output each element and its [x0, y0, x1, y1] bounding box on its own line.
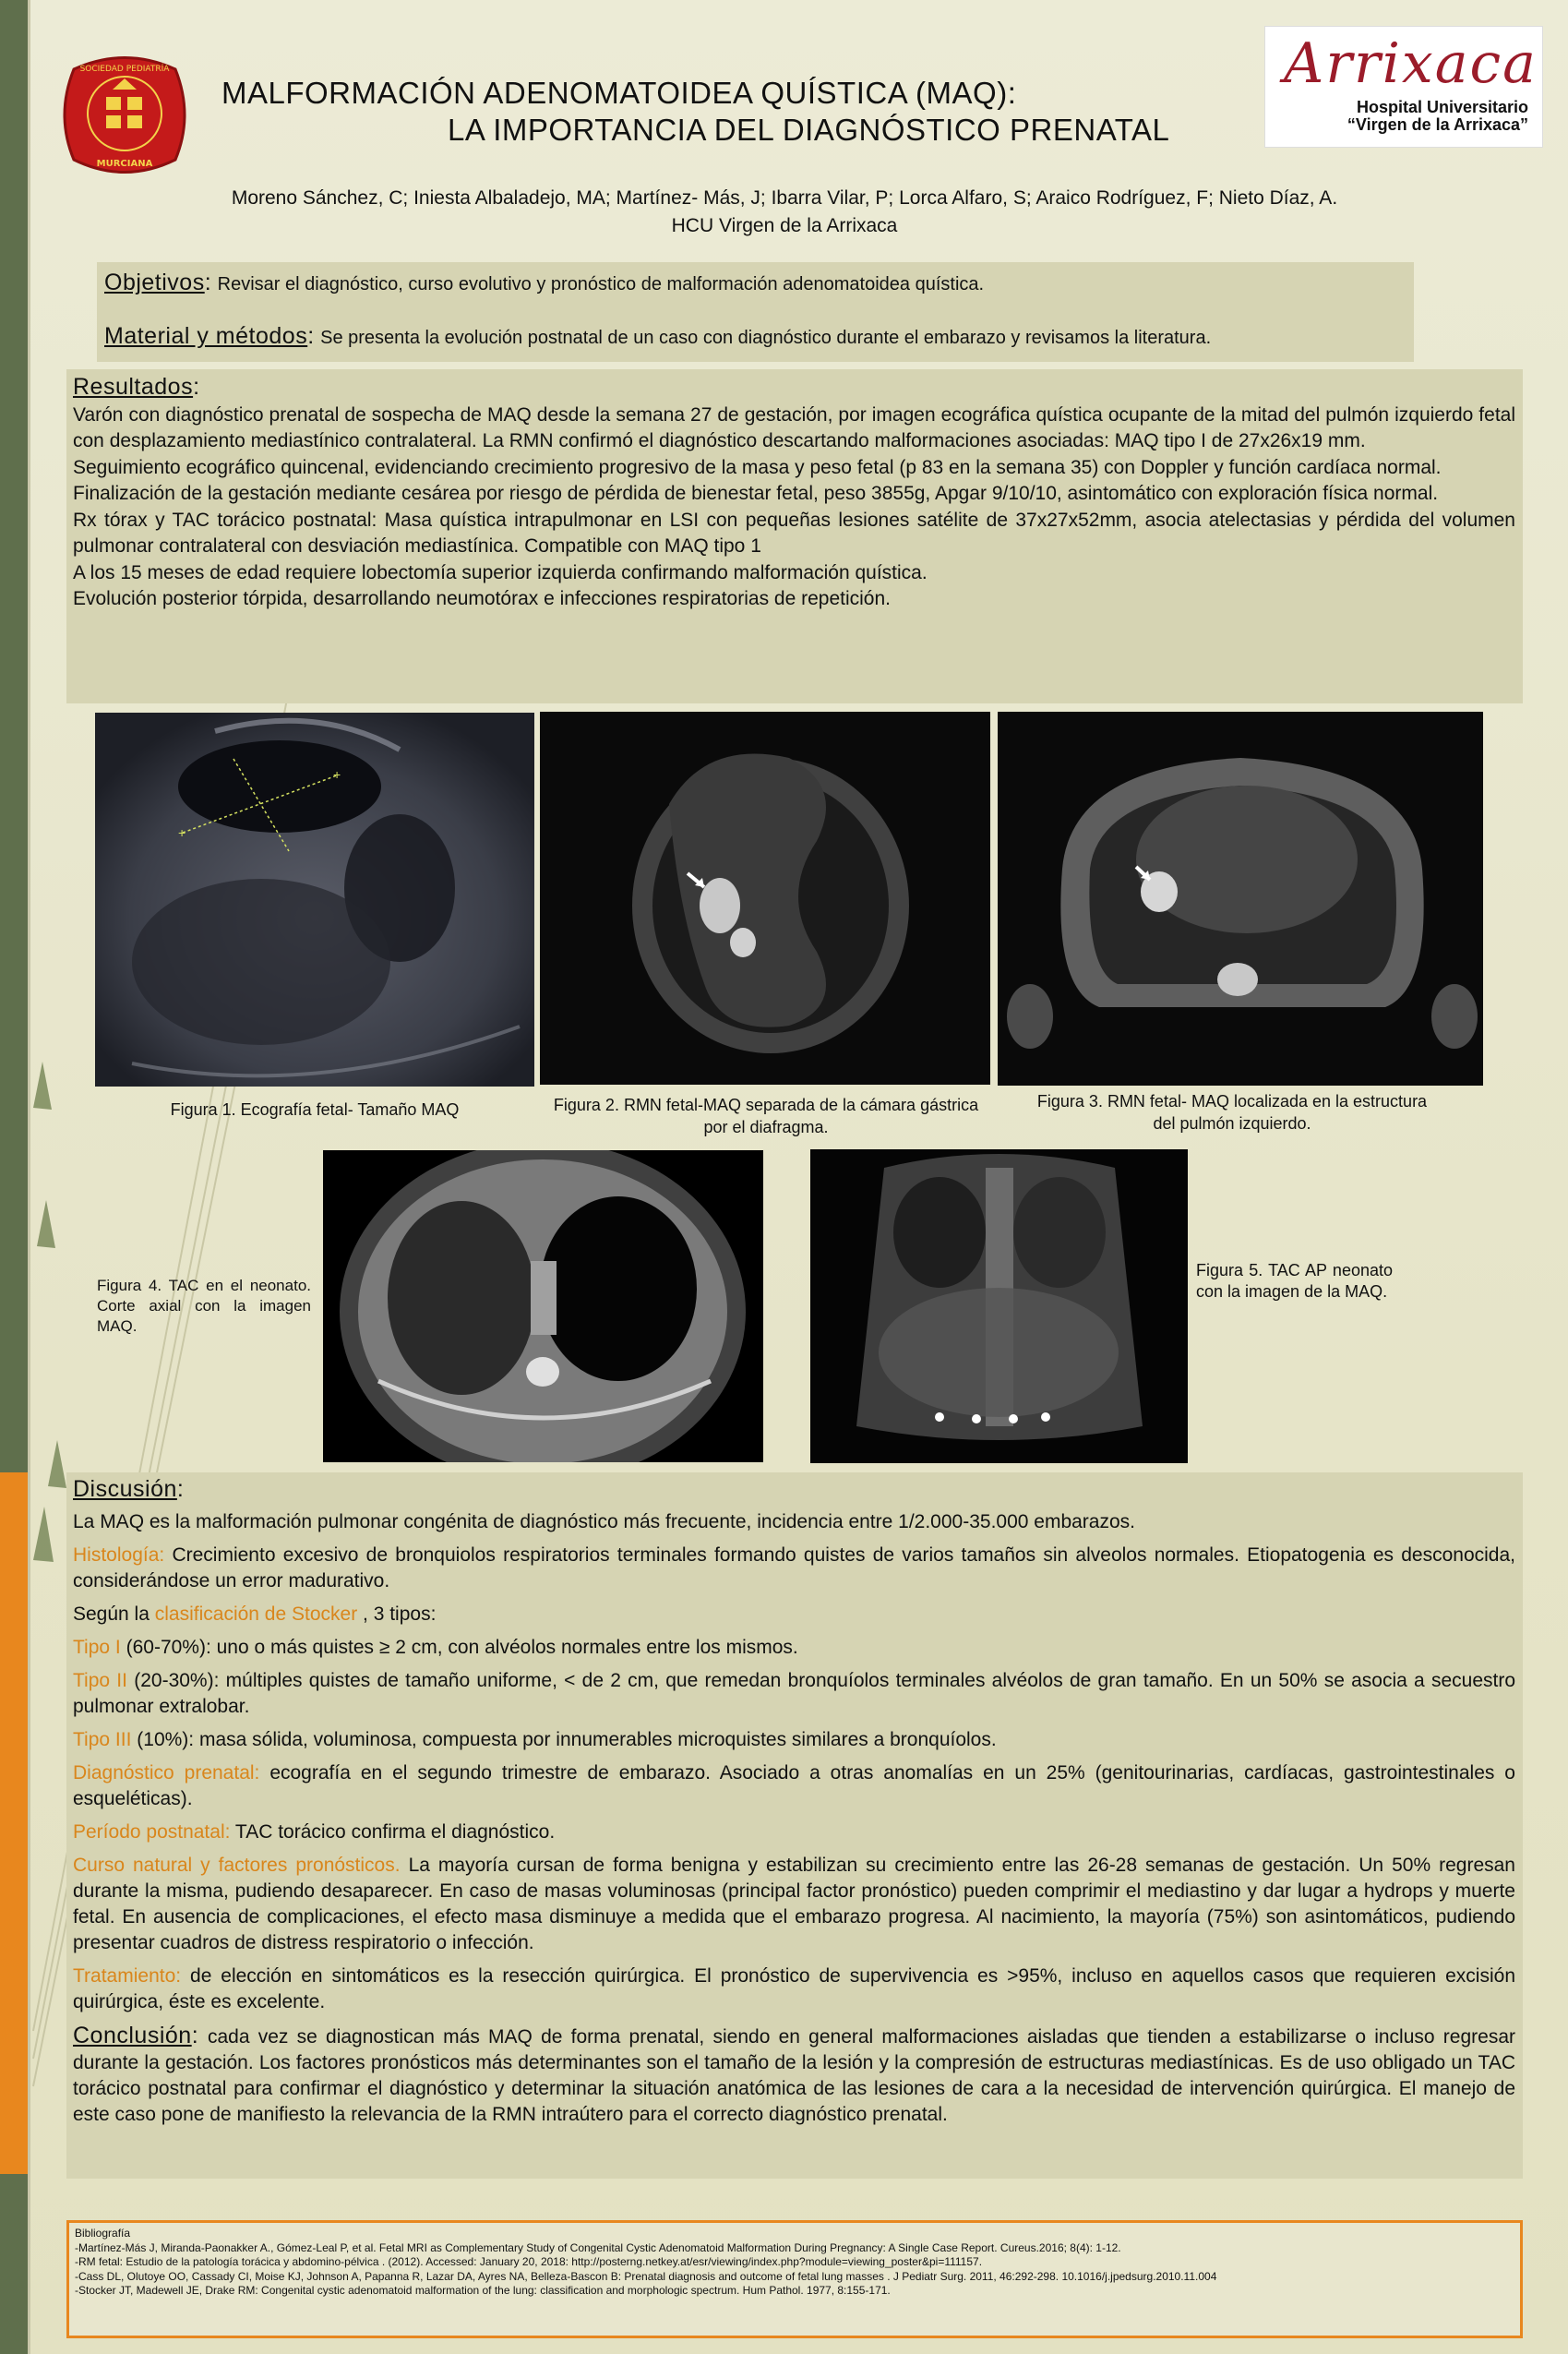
- poster-title: MALFORMACIÓN ADENOMATOIDEA QUÍSTICA (MAQ): LA IMPORTANCIA DEL DIAGNÓSTICO PRENATAL: [221, 76, 1170, 147]
- authors: Moreno Sánchez, C; Iniesta Albaladejo, MA; Martínez- Más, J; Ibarra Vilar, P; Lorca Alfaro, S; Araico Rodríguez, F; Nieto Díaz, A.: [231, 187, 1338, 209]
- diagnostico-label: Diagnóstico prenatal:: [73, 1762, 260, 1784]
- results-paragraph: Finalización de la gestación mediante cesárea por riesgo de pérdida de bienestar fetal, peso 3855g, Apgar 9/10/10, asintomático con exploración física normal.: [73, 483, 1439, 504]
- figure-3-caption: Figura 3. RMN fetal- MAQ localizada en la estructura del pulmón izquierdo.: [1036, 1092, 1428, 1133]
- svg-text:MURCIANA: MURCIANA: [96, 159, 153, 169]
- objetivos-heading: Objetivos: [104, 270, 205, 295]
- results-paragraph: Seguimiento ecográfico quincenal, evidenciando crecimiento progresivo de la masa y peso fetal (p 83 en la semana 35) con Doppler y función cardíaca normal.: [73, 456, 1442, 478]
- objetivos-text: Revisar el diagnóstico, curso evolutivo y pronóstico de malformación adenomatoidea quística.: [217, 274, 985, 294]
- conclusion-text: cada vez se diagnostican más MAQ de forma prenatal, siendo en general malformaciones aisladas que tienden a estabilizarse o incluso regresar durante la gestación. Los factores pronósticos más determinantes son el tamaño de la lesión y la compresión de estructuras mediastínicas. Es de uso obligado un TAC torácico postnatal para confirmar el diagnóstico y determinar la situación anatómica de las lesiones de cara a la necesidad de intervención quirúrgica. El manejo de este caso pone de manifiesto la relevancia de la RMN intraútero para el correcto diagnóstico prenatal.: [73, 2026, 1515, 2125]
- tipo1-label: Tipo I: [73, 1637, 121, 1658]
- discussion-intro: La MAQ es la malformación pulmonar congénita de diagnóstico más frecuente, incidencia entre 1/2.000-35.000 embarazos.: [73, 1511, 1135, 1532]
- figure-2-fetal-mri: [540, 712, 990, 1085]
- material-heading: Material y métodos: [104, 323, 308, 349]
- figure-5-caption: Figura 5. TAC AP neonato con la imagen de la MAQ.: [1196, 1261, 1393, 1301]
- figure-3-fetal-mri: [998, 712, 1483, 1086]
- stocker-label: clasificación de Stocker: [154, 1603, 358, 1625]
- curso-label: Curso natural y factores pronósticos.: [73, 1855, 401, 1876]
- figure-1-ultrasound: [95, 713, 534, 1087]
- results-paragraph: Rx tórax y TAC torácico postnatal: Masa quística intrapulmonar en LSI con pequeñas lesiones satélite de 37x27x52mm, asocia atelectasias y pérdida del volumen pulmonar contralateral con desviación mediastínica. Compatible con MAQ tipo 1: [73, 509, 1515, 557]
- reference-item: -Martínez-Más J, Miranda-Paonakker A., Gómez-Leal P, et al. Fetal MRI as Complementary Study of Congenital Cystic Adenomatoid Malformation During Pregnancy: A Single Case Report. Cureus.2016; 8(4): 1-12.: [75, 2240, 1121, 2254]
- figure-4-ct-axial: [323, 1150, 763, 1462]
- results-box: Resultados: Varón con diagnóstico prenatal de sospecha de MAQ desde la semana 27 de gestación, por imagen ecográfica quística ocupante de la mitad del pulmón izquierdo fetal con desplazamiento mediastínico contralateral. La RMN confirmó el diagnóstico descartando malformaciones asociadas: MAQ tipo I de 27x26x19 mm. Seguimiento ecográfico quincenal, evidenciando crecimiento progresivo de la masa y peso fetal (p 83 en la semana 35) con Doppler y función cardíaca normal. Finalización de la gestación mediante cesárea por riesgo de pérdida de bienestar fetal, peso 3855g, Apgar 9/10/10, asintomático con exploración física normal. Rx tórax y TAC torácico postnatal: Masa quística intrapulmonar en LSI con pequeñas lesiones satélite de 37x27x52mm, asocia atelectasias y pérdida del volumen pulmonar contralateral con desviación mediastínica. Compatible con MAQ tipo 1 A los 15 meses de edad requiere lobectomía superior izquierda confirmando malformación quística. Evolución posterior tórpida, desarrollando neumotórax e infecciones respiratorias de repetición.: [66, 369, 1523, 703]
- results-paragraph: Varón con diagnóstico prenatal de sospecha de MAQ desde la semana 27 de gestación, por imagen ecográfica quística ocupante de la mitad del pulmón izquierdo fetal con desplazamiento mediastínico contralateral. La RMN confirmó el diagnóstico descartando malformaciones asociadas: MAQ tipo I de 27x26x19 mm.: [73, 403, 1515, 451]
- figure-4-caption: Figura 4. TAC en el neonato. Corte axial con la imagen MAQ.: [97, 1277, 311, 1335]
- tratamiento-label: Tratamiento:: [73, 1965, 182, 1987]
- histologia-text: Crecimiento excesivo de bronquiolos respiratorios terminales formando quistes de varios tamaños sin alveolos normales. Etiopatogenia es desconocida, considerándose un error madurativo.: [73, 1544, 1515, 1591]
- discussion-box: Discusión: La MAQ es la malformación pulmonar congénita de diagnóstico más frecuente, incidencia entre 1/2.000-35.000 embarazos. Histología: Crecimiento excesivo de bronquiolos respiratorios terminales formando quistes de varios tamaños sin alveolos normales. Etiopatogenia es desconocida, considerándose un error madurativo. Según la clasificación de Stocker , 3 tipos: Tipo I (60-70%): uno o más quistes ≥ 2 cm, con alvéolos normales entre los mismos. Tipo II (20-30%): múltiples quistes de tamaño uniforme, < de 2 cm, que remedan bronquíolos terminales alvéolos de gran tamaño. En un 50% se asocia a secuestro pulmonar extralobar. Tipo III (10%): masa sólida, voluminosa, compuesta por innumerables microquistes similares a bronquíolos. Diagnóstico prenatal: ecografía en el segundo trimestre de embarazo. Asociado a otras anomalías en un 25% (genitourinarias, cardíacas, gastrointestinales o esqueléticas). Período postnatal: TAC torácico confirma el diagnóstico. Curso natural y factores pronósticos. La mayoría cursan de forma benigna y estabilizan su crecimiento entre las 26-28 semanas de gestación. Un 50% regresan durante la misma, pudiendo desaparecer. En caso de masas voluminosas (principal factor pronóstico) pueden comprimir el mediastino y dar lugar a hydrops y muerte fetal. En ausencia de complicaciones, el efecto masa disminuye a medida que el embarazo progresa. Al nacimiento, la mayoría (75%) son asintomáticos, pudiendo presentar cuadros de distress respiratorio o infección. Tratamiento: de elección en sintomáticos es la resección quirúrgica. El pronóstico de supervivencia es >95%, incluso en aquellos casos que requieren excisión quirúrgica, éste es excelente. Conclusión: cada vez se diagnostican más MAQ de forma prenatal, siendo en general malformaciones aisladas que tienden a estabilizarse o incluso regresar durante la gestación. Los factores pronósticos más determinantes son el tamaño de la lesión y la compresión de estructuras mediastínicas. Es de uso obligado un TAC torácico postnatal para confirmar el diagnóstico y determinar la situación anatómica de las lesiones de cara a la necesidad de intervención quirúrgica. El manejo de este caso pone de manifiesto la relevancia de la RMN intraútero para el correcto diagnóstico prenatal.: [66, 1472, 1523, 2179]
- tipo2-label: Tipo II: [73, 1670, 127, 1691]
- conclusion-heading: Conclusión: [73, 2023, 192, 2048]
- reference-item: -Cass DL, Olutoye OO, Cassady CI, Moise KJ, Johnson A, Papanna R, Lazar DA, Ayres NA, Belleza-Bascon B: Prenatal diagnosis and outcome of fetal lung masses . J Pediatr Surg. 2011, 46:292-298. 10.1016/j.jpedsurg.2010.11.004: [75, 2269, 1217, 2283]
- objectives-box: Objetivos: Revisar el diagnóstico, curso evolutivo y pronóstico de malformación adenomatoidea quística. Material y métodos: Se presenta la evolución postnatal de un caso con diagnóstico durante el embarazo y revisamos la literatura.: [97, 262, 1414, 362]
- tipo3-label: Tipo III: [73, 1729, 132, 1750]
- authors-block: [92, 185, 1477, 240]
- histologia-label: Histología:: [73, 1544, 165, 1566]
- reference-item: -RM fetal: Estudio de la patología torácica y abdomino-pélvica . (2012). Accessed: January 20, 2018: http://posterng.netkey.at/esr/viewing/index.php?module=viewing_poster&pi=111157.: [75, 2255, 983, 2268]
- reference-item: -Stocker JT, Madewell JE, Drake RM: Congenital cystic adenomatoid malformation of the lung: classification and morphologic spectrum. Hum Pathol. 1977, 8:155-171.: [75, 2284, 891, 2297]
- results-paragraph: A los 15 meses de edad requiere lobectomía superior izquierda confirmando malformación quística.: [73, 561, 928, 583]
- svg-text:SOCIEDAD PEDIATRÍA: SOCIEDAD PEDIATRÍA: [79, 65, 170, 74]
- hospital-logo: Arrixaca Hospital Universitario “Virgen de la Arrixaca”: [1264, 26, 1543, 148]
- figure-2-caption: Figura 2. RMN fetal-MAQ separada de la cámara gástrica por el diafragma.: [553, 1096, 979, 1136]
- figure-1-caption: Figura 1. Ecografía fetal- Tamaño MAQ: [170, 1100, 460, 1119]
- institution: HCU Virgen de la Arrixaca: [671, 215, 898, 236]
- svg-text:+: +: [178, 825, 186, 840]
- discusion-heading: Discusión: [73, 1476, 177, 1502]
- svg-text:+: +: [333, 767, 341, 782]
- bibliography-box: [66, 2220, 1523, 2338]
- results-paragraph: Evolución posterior tórpida, desarrollando neumotórax e infecciones respiratorias de repetición.: [73, 588, 891, 609]
- pediatric-society-logo: [55, 51, 194, 180]
- resultados-heading: Resultados: [73, 374, 194, 400]
- material-text: Se presenta la evolución postnatal de un caso con diagnóstico durante el embarazo y revisamos la literatura.: [320, 328, 1212, 348]
- figure-5-ct-ap: [810, 1149, 1188, 1463]
- bibliography-heading: Bibliografía: [75, 2227, 131, 2240]
- postnatal-label: Período postnatal:: [73, 1821, 231, 1843]
